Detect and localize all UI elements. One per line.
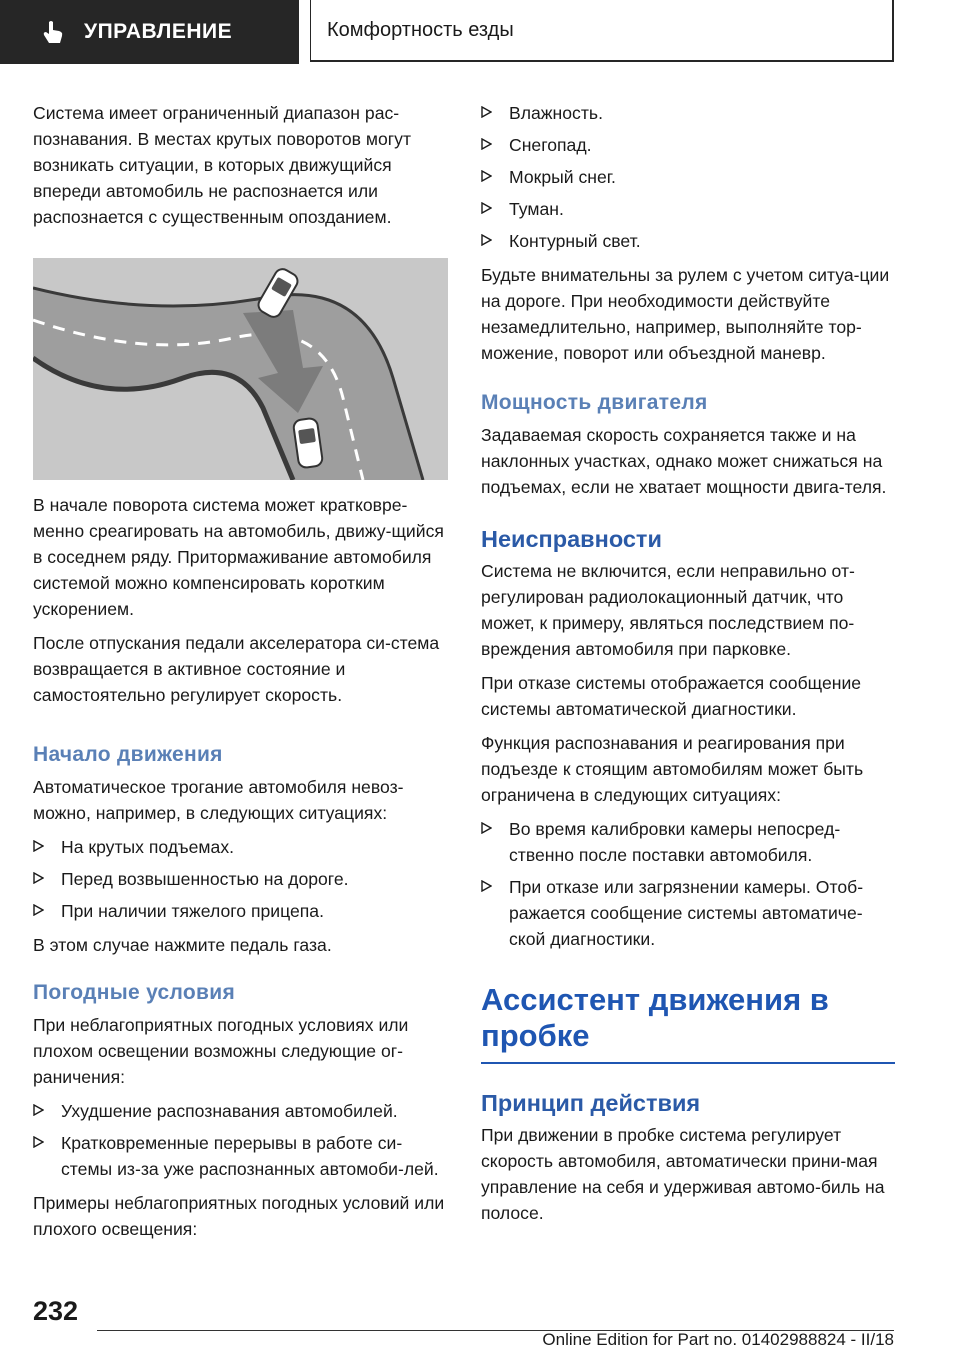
weather-paragraph: При неблагоприятных погодных условиях или плохом освещении возможны следующие ог-раничения: <box>33 1015 409 1087</box>
weather-after-paragraph: Примеры неблагоприятных погодных условий или плохого освещения: <box>33 1193 445 1239</box>
page-number: 232 <box>33 1296 79 1326</box>
principle-paragraph: При движении в пробке система регулирует скорость автомобиля, автоматически прини-мая управление на себя и удерживая автомо-биль на полосе. <box>481 1125 885 1223</box>
start-after-paragraph: В этом случае нажмите педаль газа. <box>33 935 332 955</box>
list-item: Кратковременные перерывы в работе си-стемы из-за уже распознанных автомоби-лей. <box>33 1130 448 1182</box>
list-item: При наличии тяжелого прицепа. <box>33 898 448 924</box>
triangle-bullet-icon <box>481 822 492 834</box>
triangle-bullet-icon <box>481 202 492 214</box>
faults-paragraph-2: При отказе системы отображается сообщение системы автоматической диагностики. <box>481 673 862 719</box>
list-item: Контурный свет. <box>481 228 895 254</box>
hand-pointer-icon <box>40 19 66 45</box>
weather-examples-list <box>481 100 895 254</box>
faults-paragraph-1: Система не включится, если неправильно от-регулирован радиолокационный датчик, что может, к примеру, являться последствием по-вреждения автомобиля при парковке. <box>481 561 855 659</box>
chapter-title: Комфортность езды <box>327 18 514 41</box>
section-title: УПРАВЛЕНИЕ <box>84 20 233 43</box>
triangle-bullet-icon <box>33 872 44 884</box>
start-list <box>33 834 448 924</box>
list-item: Перед возвышенностью на дороге. <box>33 866 448 892</box>
triangle-bullet-icon <box>481 234 492 246</box>
triangle-bullet-icon <box>481 106 492 118</box>
triangle-bullet-icon <box>481 880 492 892</box>
curve-paragraph: В начале поворота система может кратковре-менно среагировать на автомобиль, движу-щийся в соседнем ряду. Притормаживание автомобиля системой можно компенсировать коротким ускорением. <box>33 495 444 619</box>
triangle-bullet-icon <box>33 1104 44 1116</box>
edition-note: Online Edition for Part no. 01402988824 - II/18 <box>542 1330 894 1349</box>
right-column <box>481 100 895 1234</box>
triangle-bullet-icon <box>33 840 44 852</box>
triangle-bullet-icon <box>481 170 492 182</box>
list-item: Туман. <box>481 196 895 222</box>
list-item: Влажность. <box>481 100 895 126</box>
start-heading: Начало движения <box>33 743 223 766</box>
faults-paragraph-3: Функция распознавания и реагирования при подъезде к стоящим автомобилям может быть ограничена в следующих ситуациях: <box>481 733 864 805</box>
left-column <box>33 100 448 1250</box>
faults-heading: Неисправности <box>481 526 662 552</box>
engine-heading: Мощность двигателя <box>481 391 708 414</box>
heading-divider <box>481 1062 895 1064</box>
principle-heading: Принцип действия <box>481 1090 701 1116</box>
curve-detection-illustration <box>33 258 448 480</box>
list-item: На крутых подъемах. <box>33 834 448 860</box>
intro-paragraph: Система имеет ограниченный диапазон рас-познавания. В местах крутых поворотов могут возникать ситуации, в которых движущийся впереди автомобиль не распознается или распознается с существенным опозданием. <box>33 103 412 227</box>
accelerator-paragraph: После отпускания педали акселератора си-стема возвращается в активное состояние и самостоятельно регулирует скорость. <box>33 633 440 705</box>
triangle-bullet-icon <box>33 904 44 916</box>
engine-paragraph: Задаваемая скорость сохраняется также и на наклонных участках, однако может снижаться на подъемах, если не хватает мощности двига-теля. <box>481 425 887 497</box>
start-paragraph: Автоматическое трогание автомобиля невоз-можно, например, в следующих ситуациях: <box>33 777 404 823</box>
triangle-bullet-icon <box>33 1136 44 1148</box>
traffic-assistant-heading: Ассистент движения в пробке <box>481 982 829 1053</box>
list-item: Во время калибровки камеры непосред-ственно после поставки автомобиля. <box>481 816 895 868</box>
list-item: Ухудшение распознавания автомобилей. <box>33 1098 448 1124</box>
section-tab <box>0 0 299 64</box>
list-item: Мокрый снег. <box>481 164 895 190</box>
list-item: Снегопад. <box>481 132 895 158</box>
chapter-header <box>310 0 894 62</box>
faults-list <box>481 816 895 952</box>
list-item: При отказе или загрязнении камеры. Отоб-ражается сообщение системы автоматиче-ской диагностики. <box>481 874 895 952</box>
caution-paragraph: Будьте внимательны за рулем с учетом ситуа-ции на дороге. При необходимости действуйте незамедлительно, например, выполняйте тор-можение, поворот или объездной маневр. <box>481 265 890 363</box>
weather-heading: Погодные условия <box>33 981 236 1004</box>
weather-list <box>33 1098 448 1182</box>
triangle-bullet-icon <box>481 138 492 150</box>
